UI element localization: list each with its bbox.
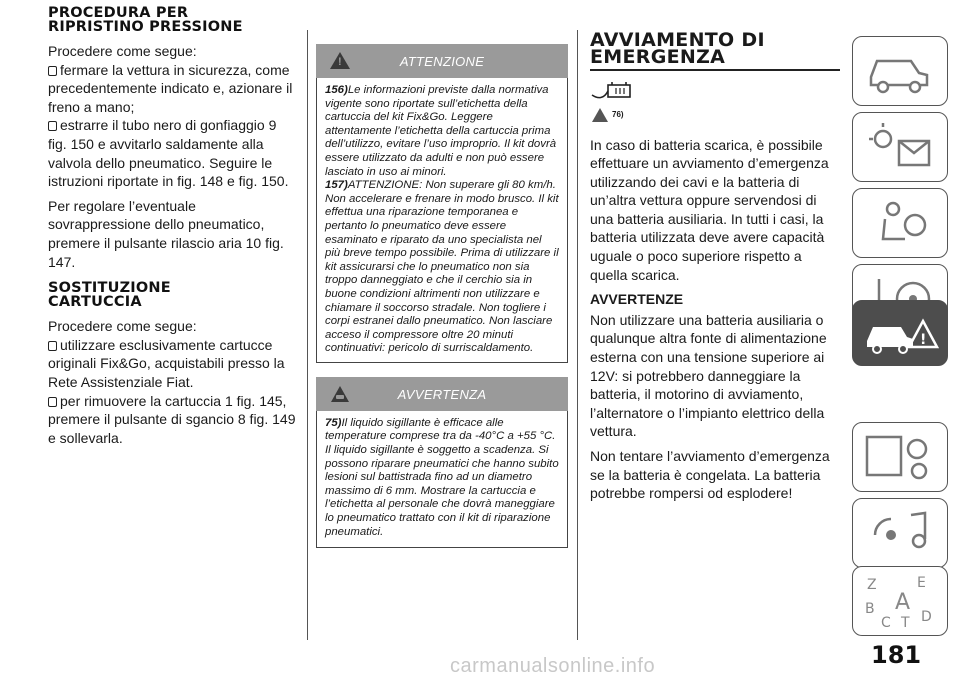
checkbox-bullet-icon	[48, 397, 57, 407]
heading-line: RIPRISTINO PRESSIONE	[48, 19, 243, 35]
ref-row	[590, 108, 840, 126]
bullet-text: fermare la vettura in sicurezza, come precedentemente indicato e, azionare il freno a mano;	[48, 61, 293, 115]
heading-avviamento	[590, 29, 840, 68]
caution-box	[316, 377, 568, 548]
tab-maintenance[interactable]	[852, 422, 948, 492]
warning-small-icon	[592, 108, 608, 122]
intro-text: Procedere come segue:	[48, 43, 197, 59]
index-letter: A	[895, 590, 911, 615]
note-text: Le informazioni previste dalla normativa vigente sono riportate sull’etichetta della cartuccia del kit Fix&Go. Leggere attentamente l’etichetta della cartuccia prima dell’utilizzo, evitare l’uso improprio. Il kit dovrà essere utilizzato da adulti e non può essere lasciato in uso ai minori.	[325, 84, 557, 178]
warning-title: ATTENZIONE	[399, 54, 485, 69]
battery-cable-icon	[590, 79, 634, 101]
index-letter: Z	[867, 577, 877, 593]
tab-car-knowledge[interactable]	[852, 36, 948, 106]
bullet-text: utilizzare esclusivamente cartucce originali Fix&Go, acquistabili presso la Rete Assistenziale Fiat.	[48, 336, 285, 390]
caution-body	[316, 411, 568, 548]
intro-text: Procedere come segue:	[48, 318, 197, 335]
bullet-item	[48, 61, 298, 117]
note-75	[325, 417, 559, 539]
checkbox-bullet-icon	[48, 341, 57, 351]
paragraph: Non tentare l’avviamento d’emergenza se la batteria è congelata. La batteria potrebbe rompersi od esplodere!	[590, 448, 830, 502]
column-divider	[307, 30, 308, 640]
warning-lights-icon	[861, 119, 941, 175]
note-157	[325, 179, 559, 356]
paragraph: Non utilizzare una batteria ausiliaria o qualunque altra fonte di alimentazione esterna con una tensione superiore ai 12V: si potrebbero danneggiare la batteria, il motorino di avviamento, l’alternatore o l’impianto elettrico della vettura.	[590, 311, 827, 440]
bullet-item	[48, 392, 298, 448]
bullet-text: per rimuovere la cartuccia 1 fig. 145, premere il pulsante di sgancio 8 fig. 149 e sollevarla.	[48, 392, 296, 446]
note-text: Il liquido sigillante è efficace alle temperature comprese tra da -40°C a +55 °C. Il liquido sigillante è soggetto a scadenza. Si possono riparare pneumatici che hanno subito lesioni sul battistrada fino ad un diametro massimo di 6 mm. Mostrare la cartuccia e l’etichetta al personale che dovrà maneggiare lo pneumatico trattato con il kit di riparazione pneumatici.	[325, 416, 559, 538]
caution-header	[316, 377, 568, 411]
tab-emergency[interactable]	[852, 300, 948, 366]
subheading-avvertenze: AVVERTENZE	[590, 291, 684, 308]
maintenance-gears-icon	[861, 429, 941, 485]
note-number: 75)	[325, 416, 342, 429]
caution-title: AVVERTENZA	[397, 386, 487, 402]
heading-sostituzione	[48, 281, 298, 309]
car-icon	[861, 43, 941, 99]
heading-procedura	[48, 6, 298, 34]
bullet-item	[48, 336, 298, 392]
column-divider	[577, 30, 578, 640]
column-middle	[316, 44, 568, 548]
multimedia-icon	[861, 505, 941, 561]
warning-triangle-icon: !	[330, 52, 350, 69]
index-letter: E	[917, 575, 926, 591]
watermark-text: carmanualsonline.info	[450, 655, 656, 677]
heading-line: CARTUCCIA	[48, 294, 142, 311]
warning-header	[316, 44, 568, 78]
page-number: 181	[871, 641, 922, 669]
tab-safety[interactable]	[852, 188, 948, 258]
emergency-car-icon	[861, 307, 941, 359]
tab-warning-lights[interactable]	[852, 112, 948, 182]
warning-box	[316, 44, 568, 363]
heading-line: EMERGENZA	[590, 46, 726, 68]
index-letters-icon	[861, 573, 941, 629]
note-number: 156)	[325, 84, 348, 96]
bullet-item	[48, 116, 298, 190]
heading-line: SOSTITUZIONE	[48, 280, 171, 297]
index-letter: B	[865, 601, 875, 617]
index-letter: T	[901, 615, 910, 629]
tab-multimedia[interactable]	[852, 498, 948, 568]
heading-line: PROCEDURA PER	[48, 5, 189, 21]
checkbox-bullet-icon	[48, 66, 57, 76]
note-156	[325, 84, 559, 179]
heading-rule	[590, 69, 840, 71]
warning-body	[316, 78, 568, 363]
svg-text:!: !	[920, 332, 927, 348]
heading-line: AVVIAMENTO DI	[590, 29, 765, 51]
checkbox-bullet-icon	[48, 121, 57, 131]
paragraph: In caso di batteria scarica, è possibile effettuare un avviamento d’emergenza utilizzando dei cavi e la batteria di un’altra vettura oppure servendosi di una batteria ausiliaria. In tutti i casi, la batteria utilizzata deve avere capacità uguale o poco superiore rispetto a quella scarica.	[590, 136, 829, 283]
tab-index[interactable]	[852, 566, 948, 636]
index-letter: C	[881, 615, 891, 629]
bullet-text: estrarre il tubo nero di gonfiaggio 9 fig. 150 e avvitarlo saldamente alla valvola dello pneumatico. Seguire le istruzioni riportate in fig. 148 e fig. 150.	[48, 117, 289, 190]
index-letter: D	[921, 609, 932, 625]
column-right	[590, 29, 840, 503]
column-left	[48, 6, 298, 447]
note-ref: 76)	[612, 109, 624, 119]
note-text: ATTENZIONE: Non superare gli 80 km/h. Non accelerare e frenare in modo brusco. Il kit effettua una riparazione temporanea e pertanto lo pneumatico deve essere esaminato e riparato da uno specialista nel più breve tempo possibile. Prima di utilizzare il kit assicurarsi che lo pneumatico non sia troppo danneggiato e che il cerchio sia in buone condizioni altrimenti non utilizzare e chiamare il soccorso stradale. Non togliere i corpi estranei dallo pneumatico. Non lasciare acceso il compressore oltre 20 minuti continuativi: pericolo di surriscaldamento.	[325, 179, 559, 355]
note-number: 157)	[325, 179, 348, 192]
paragraph: Per regolare l’eventuale sovrappressione dello pneumatico, premere il pulsante rilascio aria 10 fig. 147.	[48, 197, 284, 270]
airbag-seat-icon	[861, 195, 941, 251]
